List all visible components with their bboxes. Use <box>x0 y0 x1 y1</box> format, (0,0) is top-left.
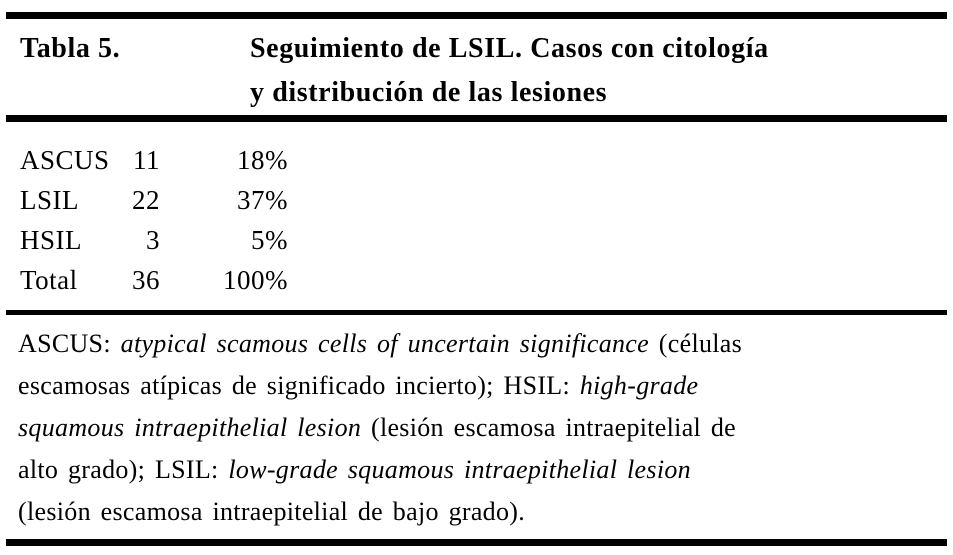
cell-category: ASCUS <box>20 145 110 175</box>
table-row <box>20 180 953 220</box>
top-rule <box>6 12 947 19</box>
table-body <box>0 122 953 310</box>
cell-percent: 18% <box>237 145 288 175</box>
table-title: Seguimiento de LSIL. Casos con citología y distribución de las lesiones <box>250 33 769 108</box>
bottom-rule <box>6 539 947 546</box>
cell-category: HSIL <box>20 225 82 255</box>
footnote-segment: (lesión escamosa intraepitelial de bajo grado). <box>18 497 526 526</box>
header-rule <box>6 115 947 122</box>
cell-category: LSIL <box>20 185 79 215</box>
cell-percent: 100% <box>223 265 288 295</box>
cell-category: Total <box>20 265 78 295</box>
cell-count: 36 <box>132 265 160 295</box>
table-row <box>20 220 953 260</box>
cell-count: 22 <box>132 185 160 215</box>
cell-count: 3 <box>146 225 160 255</box>
cell-count: 11 <box>133 145 160 175</box>
table-header <box>0 19 953 115</box>
table-label: Tabla 5. <box>20 33 121 64</box>
footnote-segment: (lesión escamosa intraepitelial de alto grado); LSIL: <box>18 413 736 484</box>
footnote-segment: high-grade squamous intraepithelial lesion <box>18 371 699 442</box>
footnote-segment: low-grade squamous intraepithelial lesion <box>228 455 691 484</box>
cell-percent: 5% <box>251 225 288 255</box>
table-row <box>20 260 953 300</box>
footnote-segment: ASCUS: <box>18 329 121 358</box>
table-footnote <box>0 315 953 533</box>
cell-percent: 37% <box>237 185 288 215</box>
footnote-segment: atypical scamous cells of uncertain significance <box>120 329 649 358</box>
table-row <box>20 140 953 180</box>
footnote-segment: (células escamosas atípicas de significado incierto); HSIL: <box>18 329 743 400</box>
